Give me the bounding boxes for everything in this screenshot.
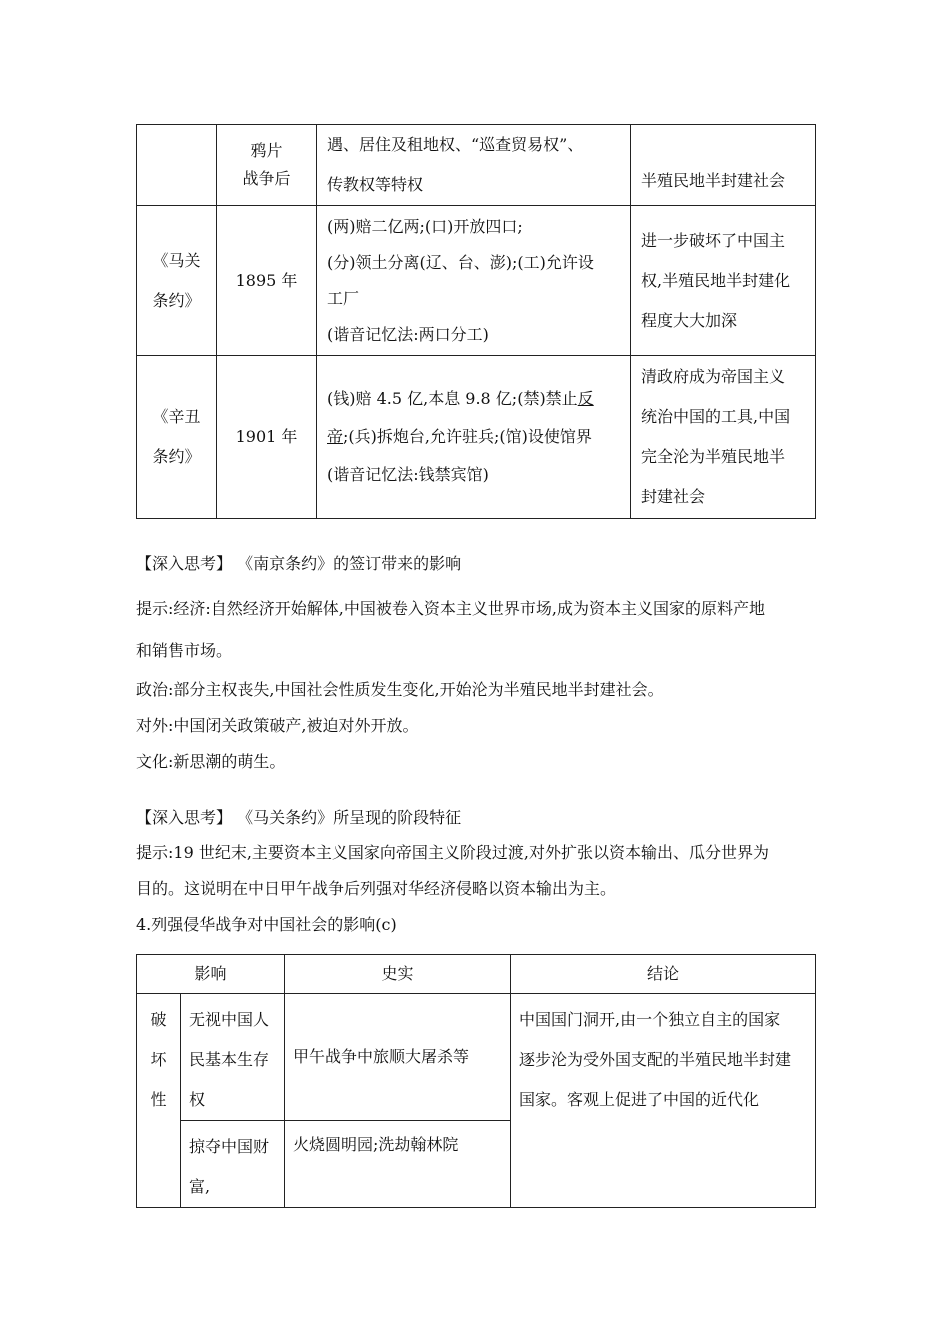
table-cell-content: (钱)赔 4.5 亿,本息 9.8 亿;(禁)禁止反 帝;(兵)拆炮台,允许驻兵;(馆)设使馆界 (谐音记忆法:钱禁宾馆) <box>317 356 631 519</box>
table-header-row <box>137 955 816 994</box>
paragraph-line: 文化:新思潮的萌生。 <box>136 752 286 771</box>
column-header: 结论 <box>511 955 816 994</box>
table-row <box>137 125 816 206</box>
table-cell-impact: 进一步破坏了中国主 权,半殖民地半封建化 程度大大加深 <box>631 206 816 356</box>
underlined-text: 反 <box>577 389 594 408</box>
table-cell-year: 1901 年 <box>217 356 317 519</box>
section-nanjing-treaty <box>136 552 826 780</box>
table-cell-conclusion: 中国国门洞开,由一个独立自主的国家 逐步沦为受外国支配的半殖民地半封建 国家。客观上促进了中国的近代化 <box>511 994 816 1208</box>
table-cell-treaty: 《辛丑 条约》 <box>137 356 217 519</box>
paragraph-line: 对外:中国闭关政策破产,被迫对外开放。 <box>136 716 419 735</box>
treaty-table <box>136 124 816 519</box>
table-cell-year: 1895 年 <box>217 206 317 356</box>
table-cell-fact: 火烧圆明园;洗劫翰林院 <box>285 1121 511 1208</box>
paragraph-line: 政治:部分主权丧失,中国社会性质发生变化,开始沦为半殖民地半封建社会。 <box>136 680 664 699</box>
table-row <box>137 994 816 1121</box>
table-cell-subcategory: 无视中国人 民基本生存 权 <box>181 994 285 1121</box>
table-cell-period: 鸦片 战争后 <box>217 125 317 206</box>
table-cell-impact: 清政府成为帝国主义 统治中国的工具,中国 完全沦为半殖民地半 封建社会 <box>631 356 816 519</box>
item-heading: 4.列强侵华战争对中国社会的影响(c) <box>136 915 397 934</box>
table-cell-subcategory: 掠夺中国财 富, <box>181 1121 285 1208</box>
paragraph-line: 目的。这说明在中日甲午战争后列强对华经济侵略以资本输出为主。 <box>136 879 617 898</box>
table-cell-content: 遇、居住及租地权、“巡查贸易权”、 传教权等特权 <box>317 125 631 206</box>
impact-table <box>136 954 816 1208</box>
table-row <box>137 356 816 519</box>
section-heading: 【深入思考】 《南京条约》的签订带来的影响 <box>136 554 462 573</box>
table-cell-treaty: 《马关 条约》 <box>137 206 217 356</box>
table-cell-fact: 甲午战争中旅顺大屠杀等 <box>285 994 511 1121</box>
underlined-text: 帝 <box>327 427 344 446</box>
table-cell-impact: 半殖民地半封建社会 <box>631 125 816 206</box>
section-heading: 【深入思考】 《马关条约》所呈现的阶段特征 <box>136 808 462 827</box>
column-header: 史实 <box>285 955 511 994</box>
paragraph-line: 提示:19 世纪末,主要资本主义国家向帝国主义阶段过渡,对外扩张以资本输出、瓜分世界为 <box>136 843 770 862</box>
table-cell-empty <box>137 125 217 206</box>
paragraph-line: 和销售市场。 <box>136 641 233 660</box>
paragraph-line: 提示:经济:自然经济开始解体,中国被卷入资本主义世界市场,成为资本主义国家的原料产地 <box>136 599 765 618</box>
table-row <box>137 206 816 356</box>
section-shimonoseki-treaty <box>136 806 826 943</box>
column-header: 影响 <box>137 955 285 994</box>
table-cell-content: (两)赔二亿两;(口)开放四口; (分)领土分离(辽、台、澎);(工)允许设 工厂 (谐音记忆法:两口分工) <box>317 206 631 356</box>
table-cell-category: 破 坏 性 <box>137 994 181 1208</box>
